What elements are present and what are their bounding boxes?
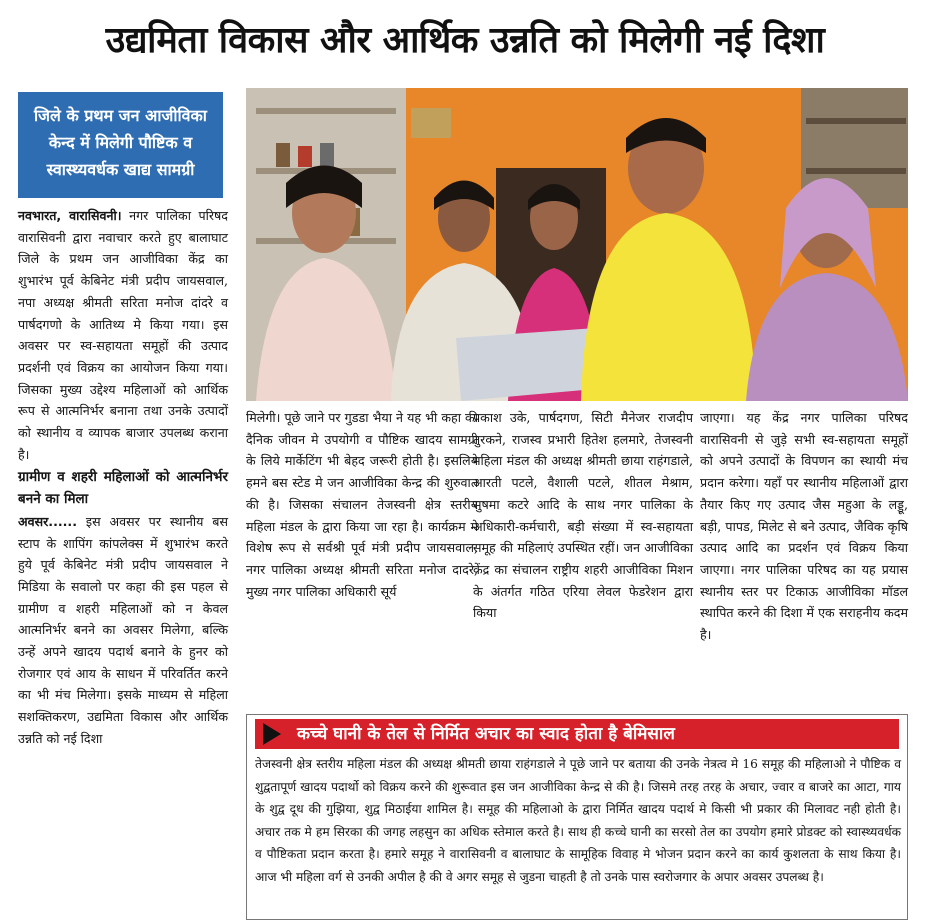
sidebox-heading: कच्चे घानी के तेल से निर्मित अचार का स्वाद होता है बेमिसाल: [297, 724, 675, 744]
subheadline-box: [18, 92, 223, 198]
photo-illustration: [246, 88, 908, 401]
col4-text: जाएगा। यह केंद्र नगर पालिका परिषद वारासिवनी से जुड़े सभी स्व-सहायता समूहों को अपने उत्पादों के विपणन का स्थायी मंच प्रदान करेगा। यहाँ पर स्थानीय महिलाओं द्वारा तैयार किए गए उत्पाद जैस महुआ के लड्डू, बड़ी, पापड, मिलेट से बने उत्पाद, जैविक कृषि उत्पाद आदि का प्रदर्शन एवं विक्रय किया जाएगा। नगर पालिका परिषद का यह प्रयास स्थानीय स्तर पर टिकाऊ आजीविका मॉडल स्थापित करने की दिशा में एक सराहनीय कदम है।: [700, 410, 908, 643]
para2-text: इस अवसर पर स्थानीय बस स्टाप के शापिंग कांपलेक्स में शुभारंभ करते हुये पूर्व केबिनेट मंत्री प्रदीप जायसवाल ने मिडिया के सवालो पर कहा की इस पहल से ग्रामीण व शहरी महिलाओं को न केवल आत्मनिर्भर बनने का अवसर मिलेगा, बल्कि उन्हें अपने खादय पदार्थ बनाने के हुनर को रोजगार एवं आय के साधन में परिवर्तित करने का भी मंच मिलेगा। इसके माध्यम से महिला सशक्तिकरण, उद्यमिता विकास और आर्थिक उन्नति को नई दिशा: [18, 513, 228, 746]
article-paragraph-2: [18, 511, 228, 750]
article-subheading: ग्रामीण व शहरी महिलाओं को आत्मनिर्भर बनने का मिला: [18, 469, 228, 508]
sidebox-banner: [255, 719, 899, 749]
sidebox-body: [255, 753, 901, 889]
article-paragraph-1: [18, 205, 228, 465]
sidebox: [246, 714, 908, 920]
headline: उद्यमिता विकास और आर्थिक उन्नति को मिलेगी नई दिशा: [105, 20, 825, 61]
dateline: नवभारत, वारासिवनी।: [18, 208, 122, 223]
article-column-3: [473, 407, 693, 624]
col2-text: मिलेगी। पूछे जाने पर गुडडा भैया ने यह भी कहा की दैनिक जीवन मे उपयोगी व पौष्टिक खादय सामग्री के लिये मार्केटिंग भी बेहद जरूरी होती है। इसलिये हमने बस स्टेड मे जन आजीविका केन्द्र की शुरुवात की है। जिसका संचालन तेजस्वनी क्षेत्र स्तरीय महिला मंडल के द्वारा किया जा रहा है। कार्यक्रम मे विशेष रूप से सर्वश्री पूर्व मंत्री प्रदीप जायसवाल, नगर पालिका अध्यक्ष श्रीमती सरिता मनोज दादरे, मुख्य नगर पालिका अधिकारी सूर्य: [246, 410, 478, 599]
news-photo: [246, 88, 908, 401]
sidebox-text: तेजस्वनी क्षेत्र स्तरीय महिला मंडल की अध्यक्ष श्रीमती छाया राहंगडाले ने पूछे जाने पर बताया की उनके नेत्रत्व मे 16 समूह की महिलाओ ने पौष्टिक व शुद्वतापूर्ण खादय पदार्थो को विक्रय करने की शुरूवात इस जन आजीविका केन्द्र से की है। जिसमे तरह तरह के अचार, ज्वार व बाजरे का आटा, गाय के शुद्व दूध की गुझिया, शुद्व मिठाईया शामिल है। समूह की महिलाओ के द्वारा निर्मित खादय पदार्थ मे किसी भी प्रकार की मिलावट नही होती है। अचार तक मे हम सिरका की जगह लहसुन का अधिक स्तेमाल करते है। साथ ही कच्चे घानी का सरसो तेल का उपयोग हमारे प्रोडक्ट को स्वास्थ्यवर्धक व पौष्टिकता प्रदान करता है। हमारे समूह ने वारासिवनी व बालाघाट के सामूहिक विवाह मे भोजन प्रदान करने का कार्य कुशलता के साथ किया है। आज भी महिला वर्ग से उनकी अपील है की वे अगर समूह से जुडना चाहती है तो उनके पास स्वरोजगार के अपार अवसर उपलब्ध है।: [255, 757, 901, 884]
article-column-4: [700, 407, 908, 646]
subheading-lead: अवसर......: [18, 513, 77, 529]
arrow-icon: [263, 723, 281, 745]
para1-text: नगर पालिका परिषद वारासिवनी द्वारा नवाचार करते हुए बालाघाट जिले के प्रथम जन आजीविका केंद्र का शुभारंभ पूर्व केबिनेट मंत्री प्रदीप जायसवाल, नपा अध्यक्ष श्रीमती सरिता मनोज दांदरे व पार्षदगणो के आतिथ्य मे किया गया। इस अवसर पर स्व-सहायता समूहों की उत्पाद प्रदर्शनी एवं विक्रय का आयोजन किया गया। जिसका मुख्य उद्देश्य महिलाओं को आर्थिक रूप से आत्मनिर्भर बनाना तथा उनके उत्पादों को स्थानीय व व्यापक बाजार उपलब्ध कराना है।: [18, 208, 228, 462]
article-column-1: [18, 205, 228, 750]
col3-text: प्रकाश उके, पार्षदगण, सिटी मैनेजर राजदीप तुरकने, राजस्व प्रभारी हितेश हलमारे, तेजस्वनी महिला मंडल की अध्यक्ष श्रीमती छाया राहंगडाले, आरती पटले, वैशाली पटले, शीतल मेश्राम, सुषमा कटरे आदि के साथ नगर पालिका के अधिकारी-कर्मचारी, बड़ी संख्या में स्व-सहायता समूह की महिलाएं उपस्थित रहीं। जन आजीविका केंद्र का संचालन राष्ट्रीय शहरी आजीविका मिशन के अंतर्गत गठित एरिया लेवल फेडरेशन द्वारा किया: [473, 410, 693, 621]
article-column-2: [246, 407, 478, 602]
subheadline: जिले के प्रथम जन आजीविका केन्द में मिलेगी पौष्टिक व स्वास्थ्यवर्धक खाद्य सामग्री: [34, 106, 207, 179]
